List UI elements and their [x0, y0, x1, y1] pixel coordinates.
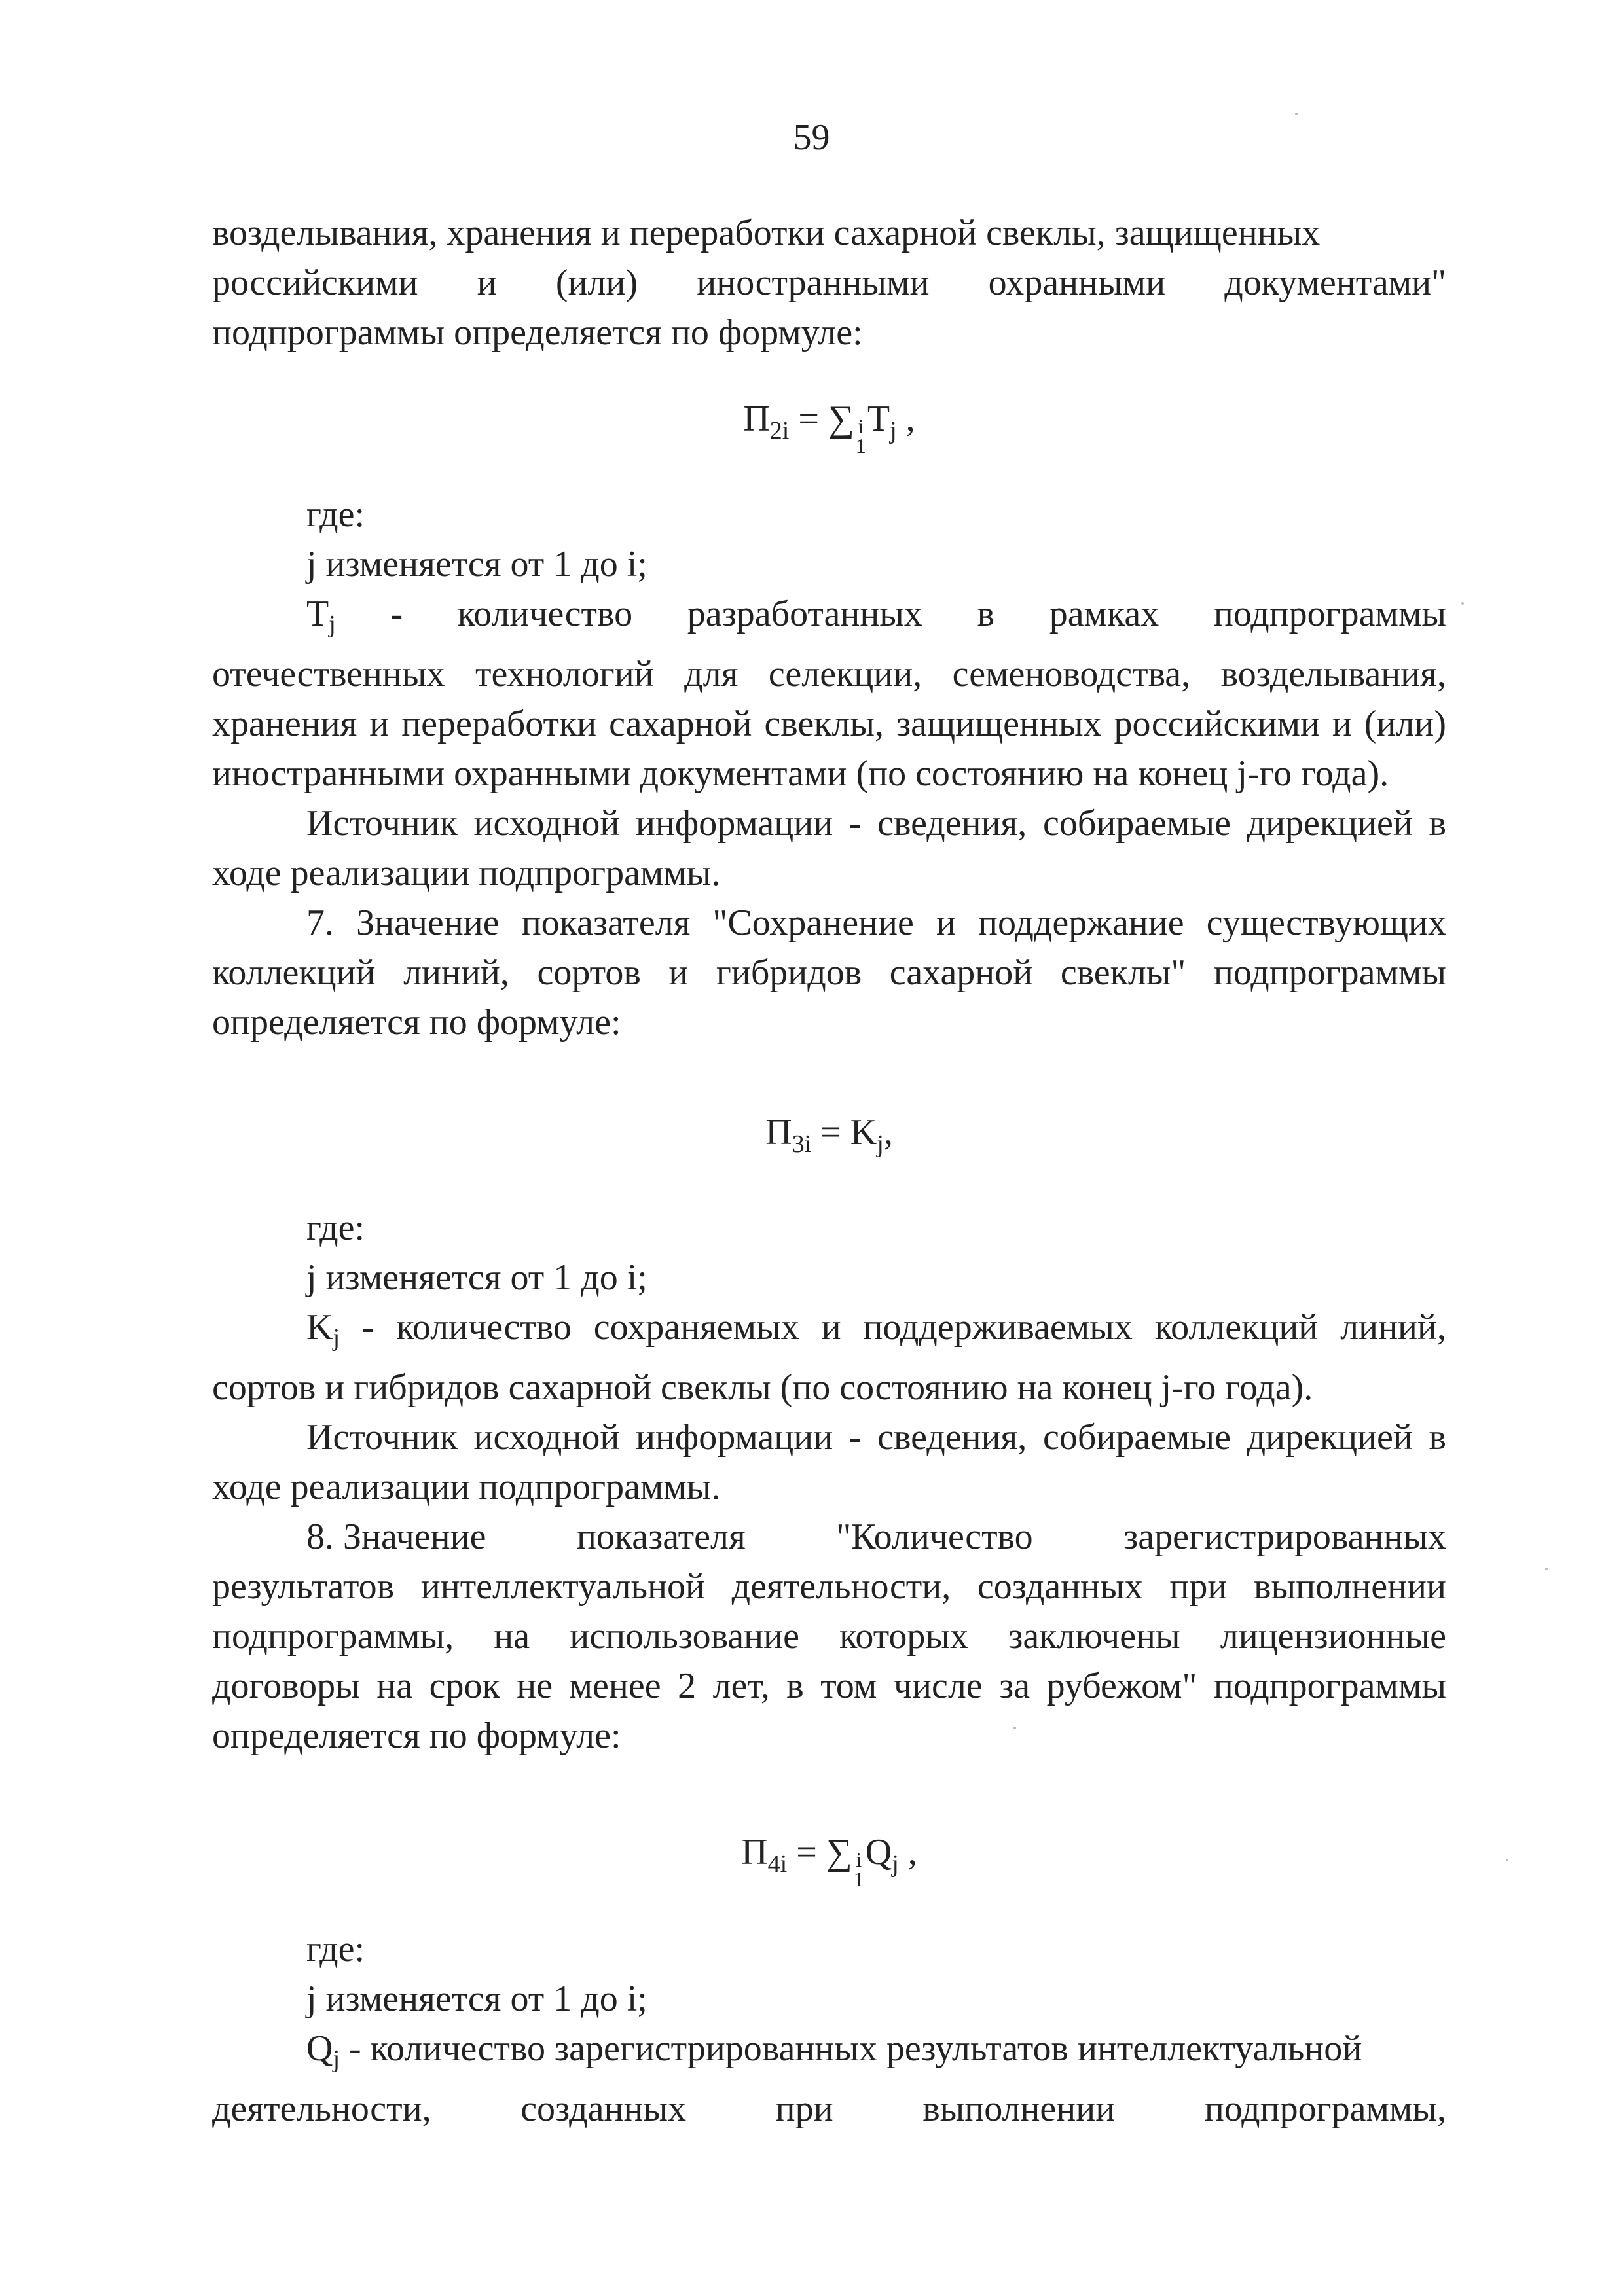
text-line [212, 208, 1446, 258]
j-range: j изменяется от 1 до i; [306, 544, 647, 584]
definitions-block-3 [212, 1924, 1446, 2134]
where-label: где: [306, 1208, 365, 1248]
item-8-text: результатов интеллектуальной деятельности, созданных при выполнении подпрограммы, на использование которых заключены лицензионные договоры на срок не менее 2 лет, в том числе за рубежом" подпрограммы определяется по формуле: [212, 1566, 1446, 1756]
formula-p3: $П_{3i} = K_j$, [765, 1112, 893, 1158]
q-definition-last-line: деятельности, созданных при выполнении подпрограммы, [212, 2089, 1446, 2129]
t-definition-rest: отечественных технологий для селекции, семеноводства, возделывания, хранения и переработки сахарной свеклы, защищенных российскими и (или) иностранными охранными документами (по состоянию на конец j-го года). [212, 654, 1446, 794]
scan-speck [1013, 1727, 1016, 1729]
source-note-1: Источник исходной информации - сведения, собираемые дирекцией в ходе реализации подпрограммы. [212, 803, 1446, 893]
item-8-first-line: 8. Значение показателя "Количество зарегистрированных [306, 1516, 1446, 1557]
sum-symbol: ∑ i 1 [828, 399, 866, 457]
text-line-3: подпрограммы определяется по формуле: [212, 312, 863, 353]
paragraph-intro [212, 208, 1446, 357]
page-number: 59 [793, 117, 830, 158]
scan-speck [1506, 1859, 1508, 1861]
j-range: j изменяется от 1 до i; [306, 1979, 647, 2019]
scan-speck [1545, 1568, 1548, 1570]
definitions-block-1 [212, 490, 1446, 1047]
j-range: j изменяется от 1 до i; [306, 1257, 647, 1298]
definitions-block-2 [212, 1203, 1446, 1761]
scan-speck [1295, 113, 1298, 115]
where-label: где: [306, 494, 365, 535]
scan-speck [1461, 602, 1464, 605]
source-note-2: Источник исходной информации - сведения, собираемые дирекцией в ходе реализации подпрограммы. [212, 1417, 1446, 1507]
sum-symbol: ∑ i 1 [826, 1832, 864, 1891]
where-label: где: [306, 1929, 365, 1969]
formula-p4: $П_{4i}$ = ∑ i 1 $Q_j$ , [212, 1826, 1446, 1890]
t-definition-first-line: Tj - количество разработанных в рамках подпрограммы [306, 594, 1446, 638]
k-definition: Kj - количество сохраняемых и поддерживаемых коллекций линий, сортов и гибридов сахарной свеклы (по состоянию на конец j-го года). [212, 1307, 1446, 1408]
text-line-1: возделывания, хранения и переработки сахарной свеклы, защищенных [212, 213, 1321, 253]
q-definition: Qj - количество зарегистрированных результатов интеллектуальной [306, 2028, 1362, 2073]
formula-p2: $П_{2i}$ = ∑ i 1 $T_j$ , [212, 393, 1446, 457]
text-line-justified: российскими и (или) иностранными охранными документами" [212, 262, 1446, 303]
item-7-text: 7. Значение показателя "Сохранение и поддержание существующих коллекций линий, сортов и гибридов сахарной свеклы" подпрограммы определяется по формуле: [212, 903, 1446, 1043]
